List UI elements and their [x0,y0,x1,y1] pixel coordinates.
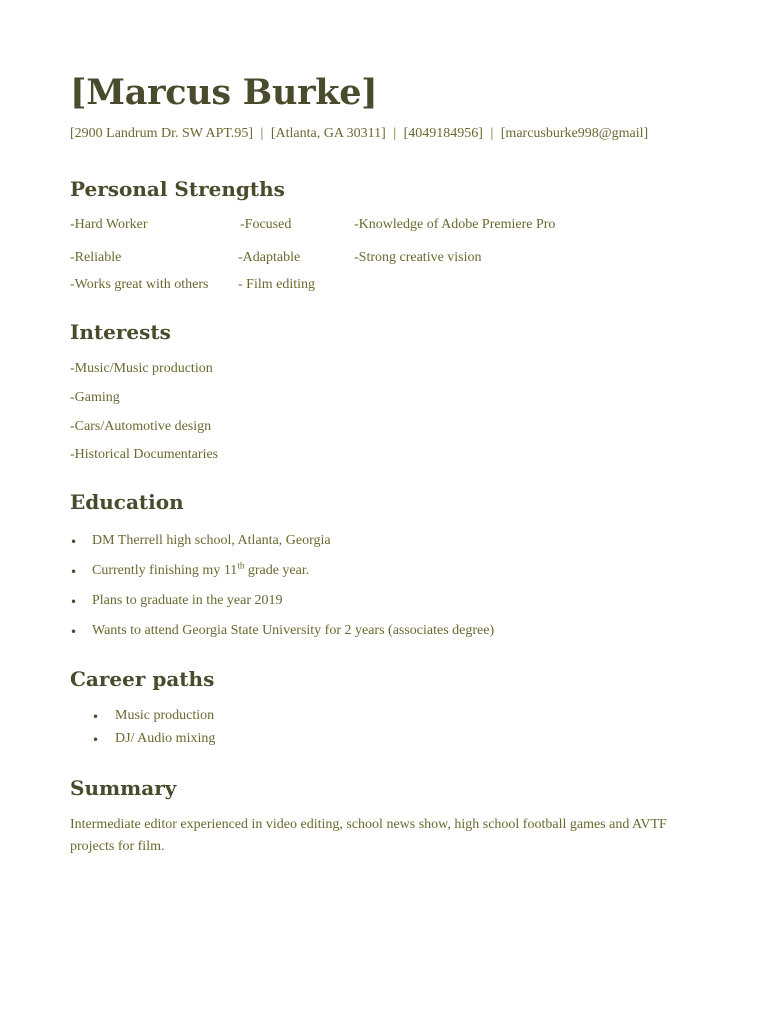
strength-item: -Reliable [70,250,122,265]
interest-item: -Cars/Automotive design [70,419,212,434]
contact-address: [2900 Landrum Dr. SW APT.95] [70,126,254,141]
education-heading: Education [70,490,184,514]
strength-item: -Strong creative vision [354,250,482,265]
bullet-icon: • [92,733,100,747]
resume-name: [Marcus Burke] [70,72,378,113]
strength-item: -Adaptable [238,250,301,265]
education-item: Plans to graduate in the year 2019 [92,593,283,608]
contact-separator: | [490,126,494,141]
summary-heading: Summary [70,776,177,800]
interest-item: -Historical Documentaries [70,447,219,462]
strength-item: -Works great with others [70,277,209,292]
education-item-text: Currently finishing my 11 [92,563,238,578]
career-heading: Career paths [70,667,215,691]
bullet-icon: • [70,565,78,579]
strength-item: -Focused [240,217,292,232]
contact-separator: | [393,126,397,141]
career-item: DJ/ Audio mixing [115,731,216,746]
education-item: DM Therrell high school, Atlanta, Georgia [92,533,331,548]
strength-item: -Knowledge of Adobe Premiere Pro [354,217,556,232]
strengths-heading: Personal Strengths [70,177,285,201]
education-item-text: grade year. [244,563,310,578]
career-item: Music production [115,708,215,723]
contact-city: [Atlanta, GA 30311] [270,126,386,141]
bullet-icon: • [70,595,78,609]
summary-text: Intermediate editor experienced in video editing, school news show, high school football games and AVTF projects for film. [70,817,667,854]
interests-heading: Interests [70,320,171,344]
bullet-icon: • [92,710,100,724]
education-item: Wants to attend Georgia State University for 2 years (associates degree) [92,623,495,638]
interest-item: -Gaming [70,390,120,405]
contact-phone: [4049184956] [403,126,483,141]
interest-item: -Music/Music production [70,361,213,376]
contact-line [70,126,648,142]
bullet-icon: • [70,625,78,639]
contact-separator: | [260,126,264,141]
ordinal-suffix: th [237,560,245,571]
strength-item: - Film editing [238,277,315,292]
contact-email: [marcusburke998@gmail] [500,126,649,141]
bullet-icon: • [70,535,78,549]
strength-item: -Hard Worker [70,217,148,232]
education-item [92,560,310,579]
